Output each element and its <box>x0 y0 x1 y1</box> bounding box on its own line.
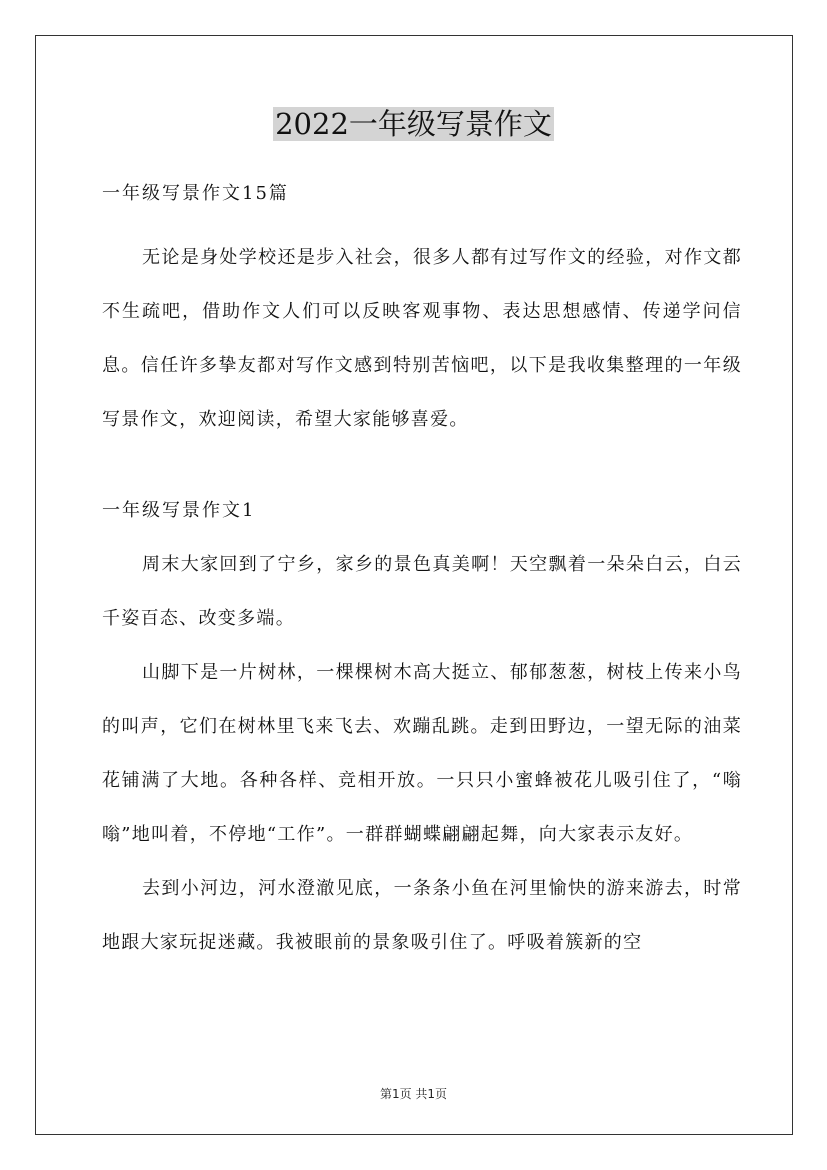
intro-paragraph: 无论是身处学校还是步入社会，很多人都有过写作文的经验，对作文都不生疏吧，借助作文人们可以反映客观事物、表达思想感情、传递学问信息。信任许多挚友都对写作文感到特别苦恼吧，以下是我收集整理的一年级写景作文，欢迎阅读，希望大家能够喜爱。 <box>102 247 742 430</box>
document-title-text: 2022一年级写景作文 <box>275 107 552 141</box>
body-paragraph: 山脚下是一片树林，一棵棵树木高大挺立、郁郁葱葱，树枝上传来小鸟的叫声，它们在树林里飞来飞去、欢蹦乱跳。走到田野边，一望无际的油菜花铺满了大地。各种各样、竞相开放。一只只小蜜蜂被花儿吸引住了，“嗡嗡”地叫着，不停地“工作”。一群群蝴蝶翩翩起舞，向大家表示友好。 <box>102 662 742 845</box>
body-paragraph: 周末大家回到了宁乡，家乡的景色真美啊！天空飘着一朵朵白云，白云千姿百态、改变多端。 <box>102 554 742 629</box>
section-heading: 一年级写景作文1 <box>102 500 256 521</box>
intro-heading: 一年级写景作文15篇 <box>102 183 289 204</box>
body-paragraph: 去到小河边，河水澄澈见底，一条条小鱼在河里愉快的游来游去，时常地跟大家玩捉迷藏。我被眼前的景象吸引住了。呼吸着簇新的空 <box>102 878 742 953</box>
document-body <box>102 175 742 970</box>
page-number: 第1页 共1页 <box>379 1087 448 1101</box>
document-title <box>0 104 827 144</box>
